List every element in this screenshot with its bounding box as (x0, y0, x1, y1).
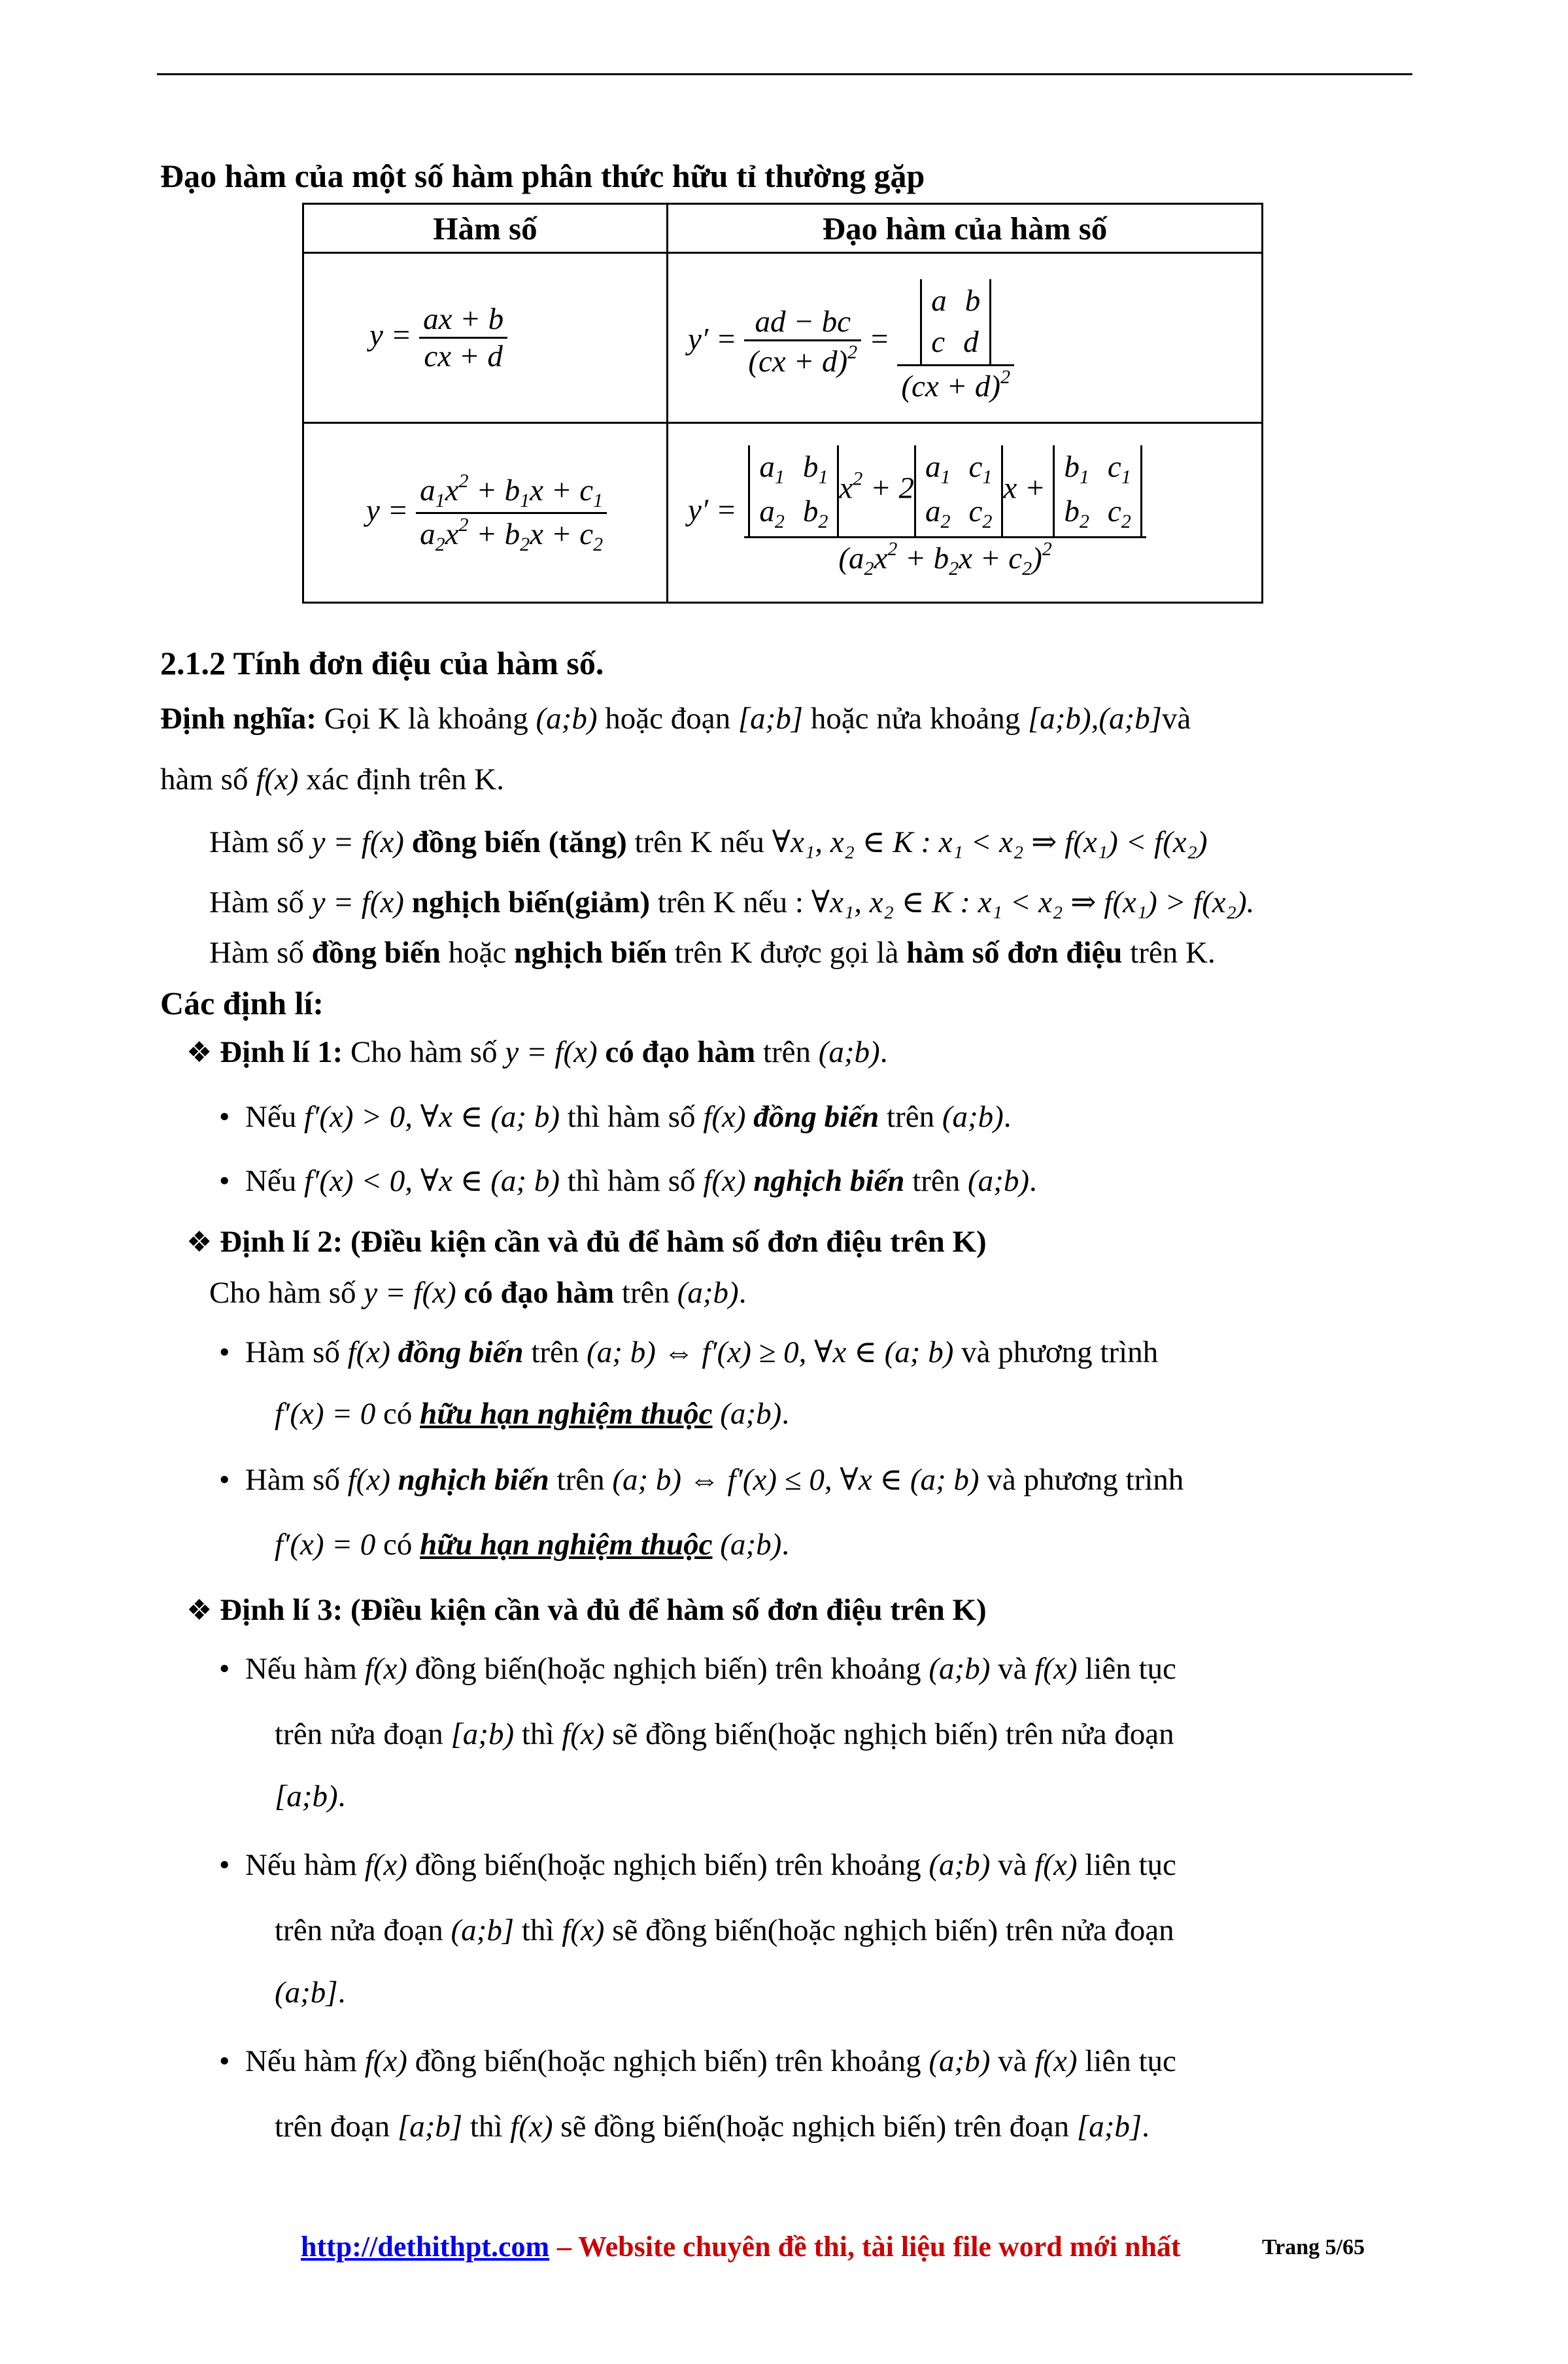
formula-row2-derivative: y′ = $a_1$ $b_1$ $a_2$ $b_2$ $x^2 + 2$ $a_1$ $c_1$ $a_2$ $c_2$ x + $b_1$ $c_1$ $b_2$ $c_2$ $(a_2x^2 + b_2x + c_2)^2$ (668, 445, 1261, 580)
definition-line2: hàm số f(x) xác định trên K. (160, 762, 504, 797)
theorem3-p2-line3: (a;b]. (275, 1976, 346, 2010)
theorem3-p1-line1: • Nếu hàm f(x) đồng biến(hoặc nghịch biến) trên khoảng (a;b) và f(x) liên tục (219, 1652, 1176, 1686)
theorem2-title: ❖ Định lí 2: (Điều kiện cần và đủ để hàm số đơn điệu trên K) (186, 1225, 987, 1259)
table-header-function: Hàm số (303, 204, 668, 253)
formula-row1-derivative: y′ = $\frac{ad - bc}{(cx + d)^2}$ = a b c d (cx + d)$^2$ (668, 271, 1261, 405)
table-header-derivative: Đạo hàm của hàm số (668, 204, 1263, 253)
table-row1-function (303, 253, 668, 423)
diamond-bullet-icon: ❖ (186, 1594, 213, 1626)
definition-monotone: Hàm số đồng biến hoặc nghịch biến trên K được gọi là hàm số đơn điệu trên K. (209, 936, 1216, 970)
footer-text: – Website chuyên đề thi, tài liệu file word mới nhất (556, 2231, 1181, 2263)
footer-link[interactable]: http://dethithpt.com (301, 2231, 550, 2263)
table-heading: Đạo hàm của một số hàm phân thức hữu tỉ thường gặp (160, 158, 925, 194)
theorem3-p2-line2: trên nửa đoạn (a;b] thì f(x) sẽ đồng biến(hoặc nghịch biến) trên nửa đoạn (275, 1913, 1174, 1947)
bullet-icon: • (219, 1652, 230, 1686)
definition-line1: Định nghĩa: Gọi K là khoảng (a;b) hoặc đoạn [a;b] hoặc nửa khoảng [a;b),(a;b]và (160, 702, 1191, 736)
theorem3-p3-line1: • Nếu hàm f(x) đồng biến(hoặc nghịch biến) trên khoảng (a;b) và f(x) liên tục (219, 2044, 1176, 2078)
theorem3-p3-line2: trên đoạn [a;b] thì f(x) sẽ đồng biến(hoặc nghịch biến) trên đoạn [a;b]. (275, 2110, 1150, 2144)
theorem3-p2-line1: • Nếu hàm f(x) đồng biến(hoặc nghịch biến) trên khoảng (a;b) và f(x) liên tục (219, 1848, 1176, 1882)
theorem3-p1-line3: [a;b). (275, 1779, 346, 1813)
page-number: Trang 5/65 (1262, 2235, 1365, 2259)
theorem2-bullet1: • Hàm số f(x) đồng biến trên (a; b) ⇔ f′(x) ≥ 0, ∀x ∈ (a; b) và phương trình (219, 1335, 1159, 1369)
section-title: 2.1.2 Tính đơn điệu của hàm số. (160, 645, 604, 681)
table-row1-derivative (668, 253, 1263, 423)
header-rule (157, 73, 1412, 75)
bullet-icon: • (219, 1164, 230, 1198)
formula-row2-function: y = $\frac{a_1x^2 + b_1x + c_1}{a_2x^2 + b_2x + c_2}$ (304, 470, 666, 556)
formula-row1-function: y = $\frac{ax + b}{cx + d}$ (304, 301, 666, 374)
table-row2-function (303, 423, 668, 603)
theorems-title: Các định lí: (160, 985, 324, 1021)
diamond-bullet-icon: ❖ (186, 1036, 213, 1069)
definition-label: Định nghĩa: (160, 702, 317, 736)
diamond-bullet-icon: ❖ (186, 1226, 213, 1258)
definition-text-1b: hoặc đoạn (605, 702, 731, 736)
theorem3-p1-line2: trên nửa đoạn [a;b) thì f(x) sẽ đồng biến(hoặc nghịch biến) trên nửa đoạn (275, 1717, 1174, 1751)
bullet-icon: • (219, 1463, 230, 1497)
theorem2-bullet2: • Hàm số f(x) nghịch biến trên (a; b) ⇔ f′(x) ≤ 0, ∀x ∈ (a; b) và phương trình (219, 1463, 1184, 1497)
bullet-icon: • (219, 2044, 230, 2078)
bullet-icon: • (219, 1848, 230, 1882)
theorem1-bullet2: • Nếu f′(x) < 0, ∀x ∈ (a; b) thì hàm số f(x) nghịch biến trên (a;b). (219, 1164, 1037, 1198)
theorem3-title: ❖ Định lí 3: (Điều kiện cần và đủ để hàm số đơn điệu trên K) (186, 1593, 987, 1627)
theorem1-line: ❖ Định lí 1: Cho hàm số y = f(x) có đạo hàm trên (a;b). (186, 1035, 888, 1069)
definition-increasing: Hàm số y = f(x) đồng biến (tăng) trên K nếu ∀x₁, x₂ ∈ K : x₁ < x₂ ⇒ f(x₁) < f(x₂) (209, 825, 1208, 859)
definition-text-1d: và (1161, 702, 1191, 736)
footer (301, 2229, 1181, 2264)
definition-decreasing: Hàm số y = f(x) nghịch biến(giảm) trên K nếu : ∀x₁, x₂ ∈ K : x₁ < x₂ ⇒ f(x₁) > f(x₂). (209, 885, 1255, 919)
derivative-table (302, 203, 1263, 604)
definition-text-1a: Gọi K là khoảng (324, 702, 528, 736)
theorem2-intro: Cho hàm số y = f(x) có đạo hàm trên (a;b). (209, 1276, 747, 1310)
theorem2-bullet2-line2: f′(x) = 0 có hữu hạn nghiệm thuộc (a;b). (275, 1528, 789, 1562)
theorem2-bullet1-line2: f′(x) = 0 có hữu hạn nghiệm thuộc (a;b). (275, 1397, 789, 1431)
definition-text-1c: hoặc nửa khoảng (810, 702, 1021, 736)
theorem1-bullet1: • Nếu f′(x) > 0, ∀x ∈ (a; b) thì hàm số f(x) đồng biến trên (a;b). (219, 1100, 1012, 1134)
table-row2-derivative (668, 423, 1263, 603)
bullet-icon: • (219, 1100, 230, 1134)
bullet-icon: • (219, 1335, 230, 1369)
